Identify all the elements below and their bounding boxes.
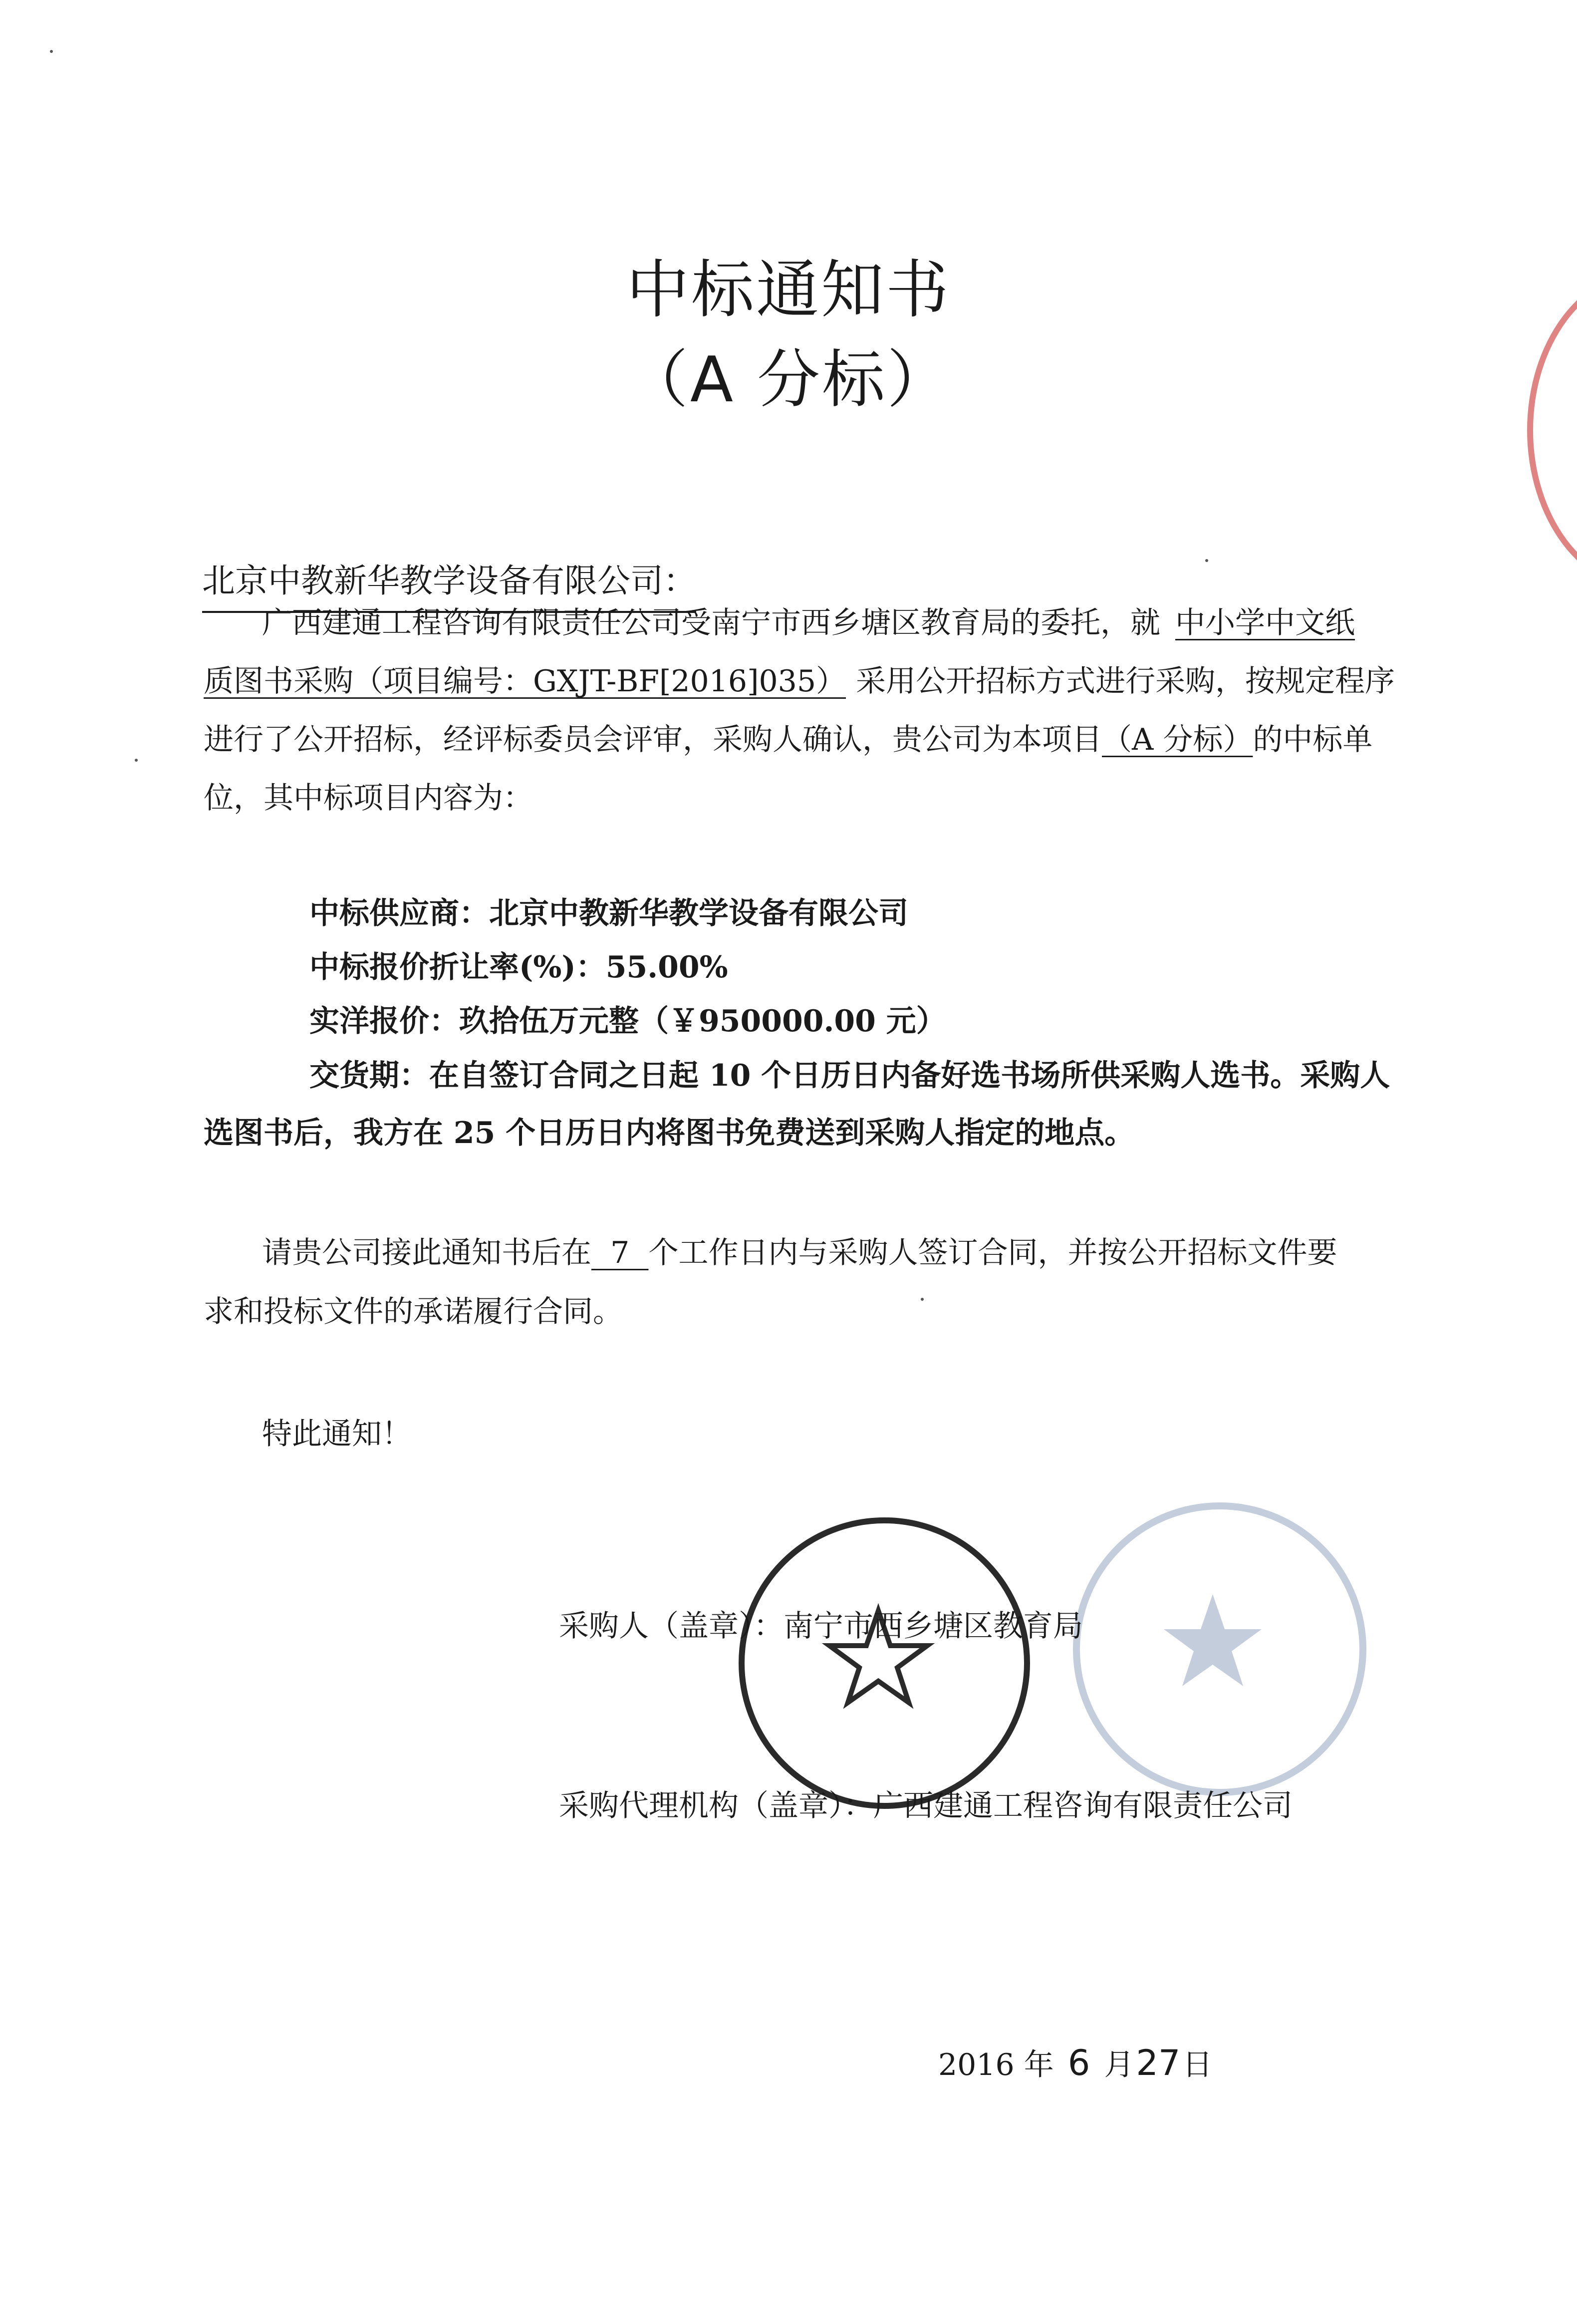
intro-line-2 <box>204 652 1395 711</box>
document-title: 中标通知书 <box>626 253 951 326</box>
delivery-line-1: 交货期：在自签订合同之日起 10 个日历日内备好选书场所供采购人选书。采购人 <box>309 1058 1390 1093</box>
request-text-2: 个工作日内与采购人签订合同，并按公开招标文件要 <box>648 1235 1337 1270</box>
agency-seal <box>1073 1502 1366 1796</box>
date-month: 6 <box>1067 2042 1090 2083</box>
side-seal-fragment <box>1527 270 1577 591</box>
date-day: 27 <box>1136 2042 1181 2083</box>
request-text-1: 请贵公司接此通知书后在 <box>262 1235 591 1270</box>
working-days: 7 <box>591 1235 649 1270</box>
scan-speck <box>921 1298 924 1301</box>
agency-seal-star-icon <box>1080 1509 1345 1775</box>
scan-speck <box>135 759 138 762</box>
agency-signature-line: 采购代理机构（盖章）：广西建通工程咨询有限责任公司 <box>559 1788 1293 1823</box>
addressee-text: 北京中教新华教学设备有限公司： <box>202 562 696 600</box>
project-name-part-2: 质图书采购（项目编号：GXJT-BF[2016]035） <box>204 664 846 699</box>
price-line: 实洋报价：玖拾伍万元整（￥950000.00 元） <box>309 1004 946 1039</box>
purchaser-seal-star-icon <box>745 1523 1012 1791</box>
discount-line: 中标报价折让率(%)：55.00% <box>309 950 728 985</box>
scan-speck <box>1205 559 1208 562</box>
intro-text-2: 采用公开招标方式进行采购，按规定程序 <box>856 664 1395 699</box>
intro-text-3: 的中标单 <box>1253 722 1373 757</box>
lot-label: （A 分标） <box>1102 722 1253 757</box>
date-year: 2016 年 <box>938 2047 1054 2082</box>
request-line-1 <box>262 1224 1337 1282</box>
document-subtitle: （A 分标） <box>625 343 952 416</box>
intro-line-1 <box>262 594 1355 652</box>
purchaser-seal <box>739 1517 1030 1809</box>
intro-text-1: 广西建通工程咨询有限责任公司受南宁市西乡塘区教育局的委托，就 <box>262 605 1160 640</box>
request-line-2: 求和投标文件的承诺履行合同。 <box>204 1294 623 1329</box>
project-name-part-1: 中小学中文纸 <box>1175 605 1355 640</box>
scan-speck <box>50 50 53 53</box>
delivery-line-2: 选图书后，我方在 25 个日历日内将图书免费送到采购人指定的地点。 <box>204 1116 1135 1151</box>
intro-line-4: 位，其中标项目内容为： <box>204 781 533 816</box>
issue-date <box>938 2034 1212 2094</box>
date-day-unit: 日 <box>1182 2047 1213 2082</box>
notice-text: 特此通知！ <box>262 1417 412 1452</box>
purchaser-signature-line: 采购人（盖章）：南宁市西乡塘区教育局 <box>559 1609 1083 1644</box>
date-month-unit: 月 <box>1104 2047 1134 2082</box>
intro-line-3 <box>204 711 1372 769</box>
supplier-line: 中标供应商：北京中教新华教学设备有限公司 <box>309 896 908 931</box>
intro-line-3-text: 进行了公开招标，经评标委员会评审，采购人确认，贵公司为本项目 <box>204 722 1102 757</box>
